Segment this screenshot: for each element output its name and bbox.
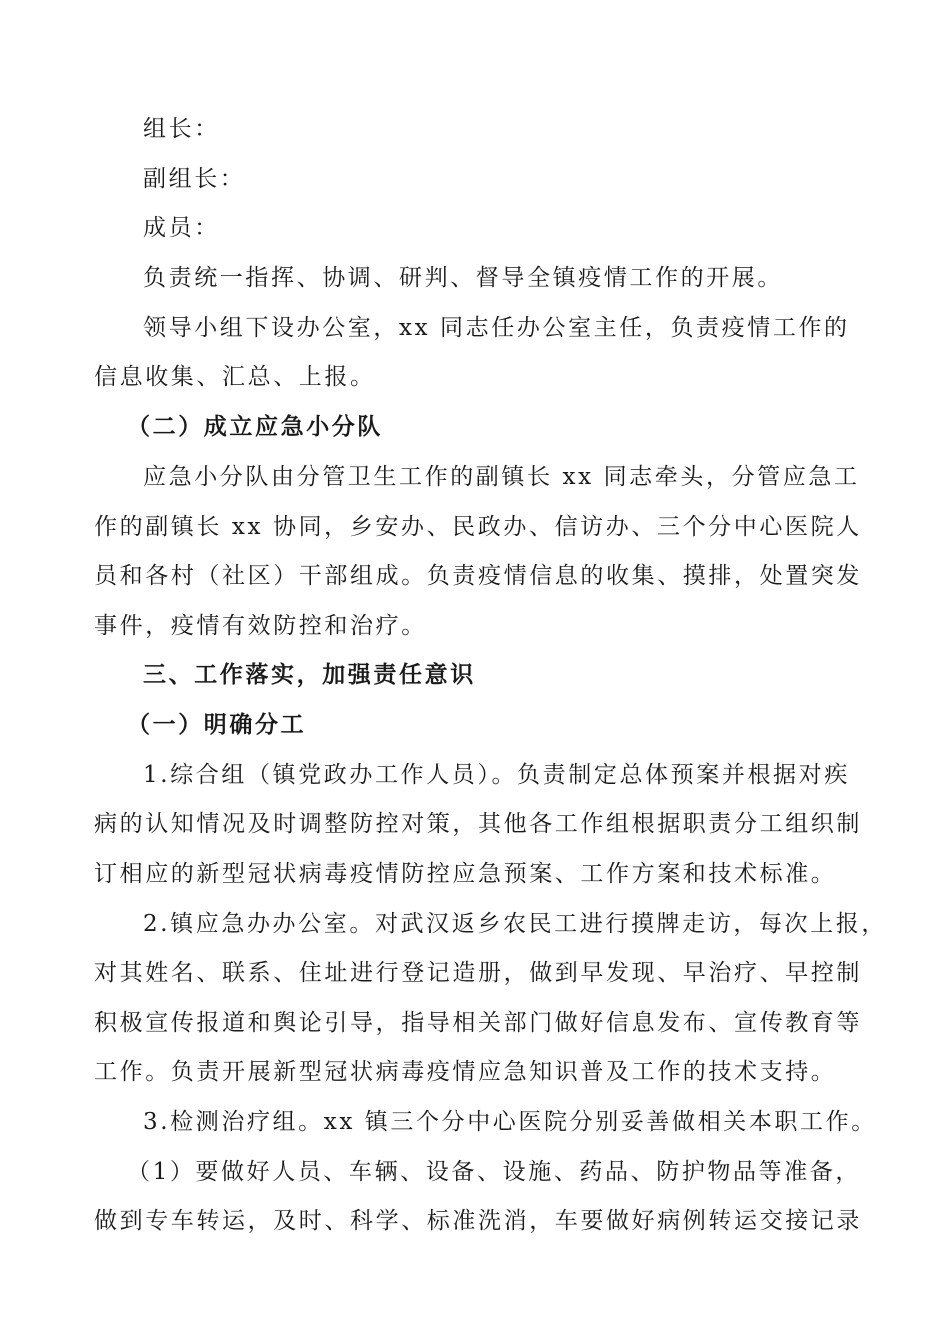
text-line-emergency-team-1: 应急小分队由分管卫生工作的副镇长 xx 同志牵头，分管应急工 bbox=[143, 464, 860, 490]
text-line-responsibility: 负责统一指挥、协调、研判、督导全镇疫情工作的开展。 bbox=[143, 265, 783, 291]
text-line-office-setup-cont: 信息收集、汇总、上报。 bbox=[94, 364, 376, 390]
text-line-deputy-leader: 副组长： bbox=[143, 166, 246, 192]
chapter-heading-work-implementation: 三、工作落实，加强责任意识 bbox=[143, 661, 476, 688]
section-heading-division-of-labor: （一）明确分工 bbox=[127, 711, 307, 738]
text-line-emergency-office-1: 2.镇应急办办公室。对武汉返乡农民工进行摸牌走访，每次上报， bbox=[143, 911, 887, 937]
text-line-team-leader: 组长： bbox=[143, 116, 220, 142]
text-line-testing-group: 3.检测治疗组。xx 镇三个分中心医院分别妥善做相关本职工作。 bbox=[143, 1109, 877, 1135]
text-line-general-group-2: 病的认知情况及时调整防控对策，其他各工作组根据职责分工组织制 bbox=[94, 811, 862, 837]
text-line-emergency-office-4: 工作。负责开展新型冠状病毒疫情应急知识普及工作的技术支持。 bbox=[94, 1059, 837, 1085]
text-line-office-setup: 领导小组下设办公室，xx 同志任办公室主任，负责疫情工作的 bbox=[143, 315, 850, 341]
text-line-preparation-1: （1）要做好人员、车辆、设备、设施、药品、防护物品等准备， bbox=[127, 1159, 862, 1185]
text-line-members: 成员： bbox=[143, 215, 220, 241]
text-line-emergency-office-3: 积极宣传报道和舆论引导，指导相关部门做好信息发布、宣传教育等 bbox=[94, 1010, 862, 1036]
text-line-general-group-1: 1.综合组（镇党政办工作人员）。负责制定总体预案并根据对疾 bbox=[143, 762, 850, 788]
text-line-preparation-2: 做到专车转运，及时、科学、标准洗消，车要做好病例转运交接记录 bbox=[94, 1208, 862, 1234]
section-heading-emergency-team: （二）成立应急小分队 bbox=[127, 413, 383, 440]
text-line-emergency-team-2: 作的副镇长 xx 协同，乡安办、民政办、信访办、三个分中心医院人 bbox=[94, 514, 862, 540]
text-line-general-group-3: 订相应的新型冠状病毒疫情防控应急预案、工作方案和技术标准。 bbox=[94, 861, 837, 887]
text-line-emergency-team-4: 事件，疫情有效防控和治疗。 bbox=[94, 613, 427, 639]
text-line-emergency-office-2: 对其姓名、联系、住址进行登记造册，做到早发现、早治疗、早控制 bbox=[94, 960, 862, 986]
text-line-emergency-team-3: 员和各村（社区）干部组成。负责疫情信息的收集、摸排，处置突发 bbox=[94, 563, 862, 589]
